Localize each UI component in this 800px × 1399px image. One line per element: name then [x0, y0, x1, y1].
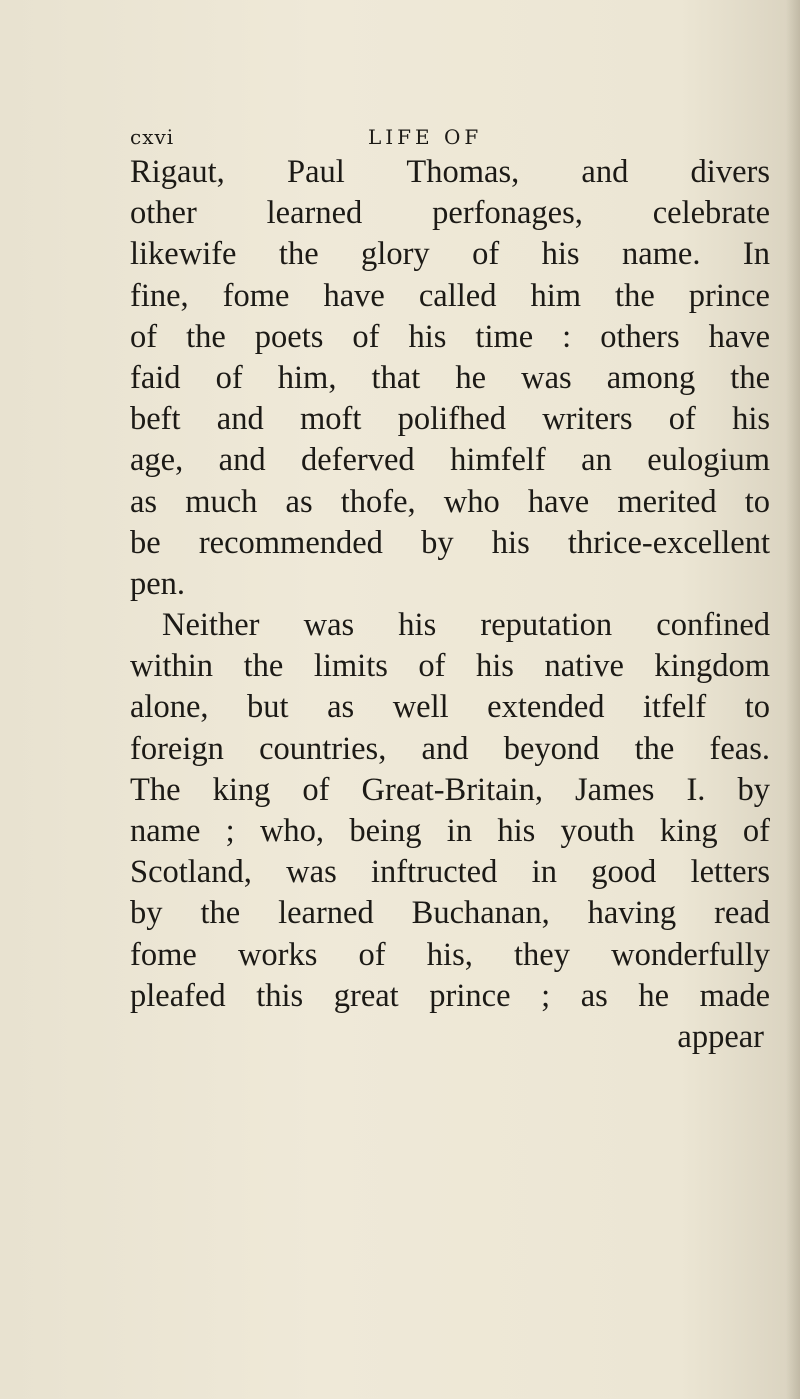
text-line: be recommended by his thrice-excellent	[130, 524, 770, 561]
text-line: foreign countries, and beyond the feas.	[130, 730, 770, 767]
text-line: pleafed this great prince ; as he made	[130, 977, 770, 1014]
text-line: Rigaut, Paul Thomas, and divers	[130, 154, 770, 190]
text-line: pen.	[130, 565, 186, 602]
text-line: fine, fome have called him the prince	[130, 277, 770, 314]
text-line: faid of him, that he was among the	[130, 359, 770, 396]
text-line: name ; who, being in his youth king of	[130, 813, 770, 849]
text-line: fome works of his, they wonderfully	[130, 936, 770, 973]
page-edge-shadow	[786, 0, 800, 1399]
text-line: age, and deferved himfelf an eulogium	[130, 442, 770, 479]
catchword: appear	[677, 1018, 764, 1055]
text-line: other learned perfonages, celebrate	[130, 195, 770, 232]
text-line: by the learned Buchanan, having read	[130, 895, 770, 932]
text-line: beft and moft polifhed writers of his	[130, 401, 770, 438]
text-line: alone, but as well extended itfelf to	[130, 689, 770, 726]
text-line: The king of Great-Britain, James I. by	[130, 771, 770, 808]
running-head: LIFE OF	[368, 125, 483, 149]
text-line: as much as thofe, who have merited to	[130, 483, 770, 520]
text-line: Scotland, was inftructed in good letters	[130, 854, 770, 891]
text-line: of the poets of his time : others have	[130, 318, 770, 355]
page-number: cxvi	[130, 125, 175, 149]
text-line: within the limits of his native kingdom	[130, 648, 770, 685]
paragraph-start-line: Neither was his reputation confined	[162, 607, 770, 644]
text-line: likewife the glory of his name. In	[130, 236, 770, 273]
body-text	[130, 152, 770, 1058]
